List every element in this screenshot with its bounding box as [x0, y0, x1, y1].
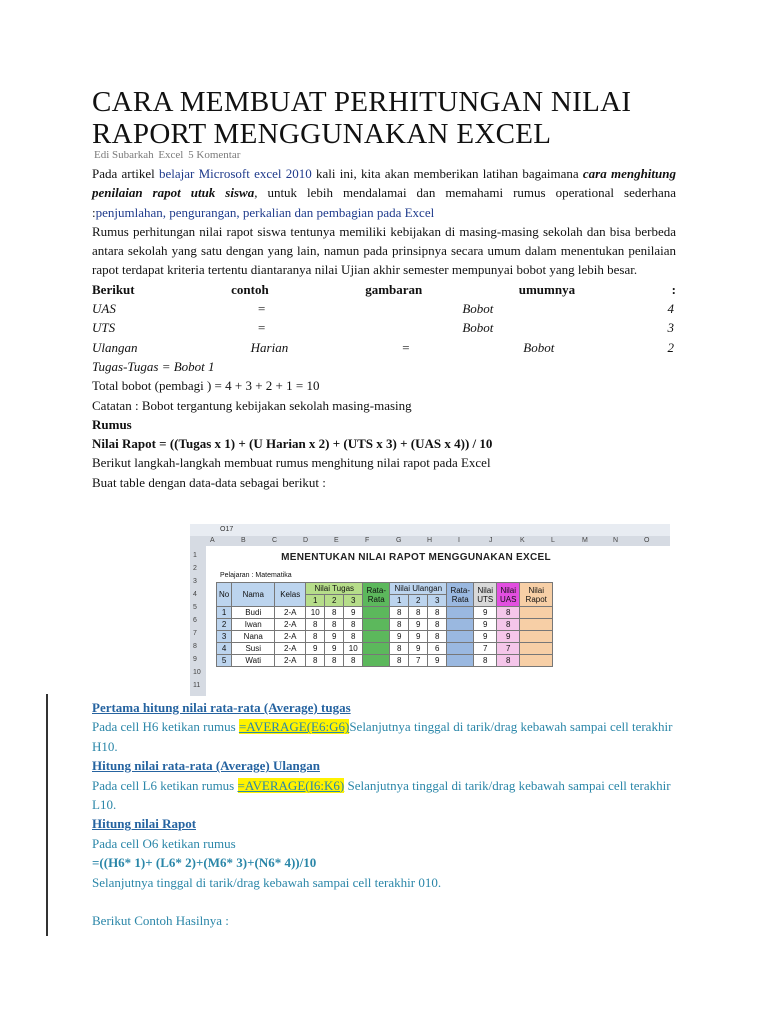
- cell-nama: Budi: [232, 607, 275, 619]
- w-eq: =: [257, 320, 266, 336]
- sheet-title: MENENTUKAN NILAI RAPOT MENGGUNAKAN EXCEL: [281, 552, 551, 563]
- cell-u3: 8: [428, 619, 447, 631]
- steps-line: Berikut langkah-langkah membuat rumus menghitung nilai rapot pada Excel: [92, 455, 491, 471]
- page-title: CARA MEMBUAT PERHITUNGAN NILAI RAPORT MENGGUNAKAN EXCEL: [92, 86, 632, 150]
- row-number: 9: [193, 656, 197, 663]
- cell-kelas: 2-A: [275, 631, 306, 643]
- column-letter: A: [210, 537, 215, 544]
- w-name: UAS: [92, 301, 116, 317]
- cell-calc: [520, 655, 553, 667]
- column-letter: N: [613, 537, 619, 544]
- cell-uts: 9: [474, 619, 497, 631]
- row-number: 11: [193, 682, 201, 689]
- cell-u3: 8: [428, 607, 447, 619]
- weight-uts: [92, 318, 676, 337]
- th-uas: Nilai UAS: [497, 583, 520, 607]
- rumus-formula: Nilai Rapot = ((Tugas x 1) + (U Harian x 2) + (UTS x 3) + (UAS x 4)) / 10: [92, 436, 493, 452]
- column-letter: O: [644, 537, 650, 544]
- cell-no: 3: [217, 631, 232, 643]
- example-header: [92, 280, 676, 299]
- intro-text-b: kali ini, kita akan memberikan latihan bagaimana: [311, 166, 583, 181]
- margin-change-bar: [46, 694, 48, 936]
- tugas-line: Tugas-Tugas = Bobot 1: [92, 358, 215, 374]
- th-no: No: [217, 583, 232, 607]
- w-name2: Harian: [250, 339, 289, 355]
- step3-heading[interactable]: Hitung nilai Rapot: [92, 816, 197, 832]
- w-eq: =: [257, 301, 266, 317]
- th-t3: 3: [344, 595, 363, 607]
- intro-link-excel[interactable]: belajar Microsoft excel 2010: [158, 166, 312, 181]
- step2-formula: =AVERAGE(I6:K6): [237, 777, 345, 793]
- intro-text-a: Pada artikel: [92, 166, 159, 181]
- grade-table: [216, 582, 553, 667]
- article-body: [92, 164, 676, 492]
- column-letter: H: [427, 537, 433, 544]
- cell-t1: 8: [306, 631, 325, 643]
- eh-1: contoh: [231, 281, 269, 297]
- w-name: UTS: [92, 320, 116, 336]
- w-value: 3: [667, 320, 674, 336]
- cell-kelas: 2-A: [275, 619, 306, 631]
- th-nama: Nama: [232, 583, 275, 607]
- column-headers: [190, 536, 670, 546]
- cell-calc: [363, 619, 390, 631]
- cell-uas: 7: [497, 643, 520, 655]
- spacer: [92, 892, 676, 911]
- cell-u1: 8: [390, 607, 409, 619]
- w-label: Bobot: [462, 301, 494, 317]
- cell-no: 4: [217, 643, 232, 655]
- intro-text-c: , untuk lebih mendalamai dan memahami rumus operational sederhana :: [92, 185, 676, 220]
- w-label: Bobot: [462, 320, 494, 336]
- meta-category[interactable]: Excel: [158, 149, 184, 161]
- cell-u2: 9: [409, 619, 428, 631]
- cell-uts: 8: [474, 655, 497, 667]
- row-number: 2: [193, 565, 197, 572]
- cell-u2: 8: [409, 607, 428, 619]
- th-uts: Nilai UTS: [474, 583, 497, 607]
- th-rata-tugas: Rata-Rata: [363, 583, 390, 607]
- cell-t3: 10: [344, 643, 363, 655]
- step2-text: [92, 776, 676, 815]
- cell-kelas: 2-A: [275, 655, 306, 667]
- cell-no: 5: [217, 655, 232, 667]
- intro-italic: cara menghitung penilaian rapot utuk siswa: [92, 166, 676, 201]
- w-name: Ulangan: [92, 339, 138, 355]
- cell-nama: Nana: [232, 631, 275, 643]
- row-number: 4: [193, 591, 197, 598]
- th-u2: 2: [409, 595, 428, 607]
- weight-uas: [92, 299, 676, 318]
- th-u3: 3: [428, 595, 447, 607]
- step2-heading[interactable]: Hitung nilai rata-rata (Average) Ulangan: [92, 758, 320, 774]
- name-box: O17: [220, 526, 234, 533]
- eh-0: Berikut: [92, 281, 135, 297]
- th-u1: 1: [390, 595, 409, 607]
- sheet-grid: [206, 546, 670, 696]
- cell-calc: [363, 607, 390, 619]
- cell-no: 2: [217, 619, 232, 631]
- column-letter: F: [365, 537, 370, 544]
- table-row: [217, 607, 553, 619]
- cell-calc: [520, 607, 553, 619]
- cell-t3: 8: [344, 631, 363, 643]
- step3-formula: =((H6* 1)+ (L6* 2)+(M6* 3)+(N6* 4))/10: [92, 855, 317, 871]
- row-number: 5: [193, 604, 197, 611]
- meta-comments[interactable]: 5 Komentar: [188, 149, 241, 161]
- cell-calc: [447, 607, 474, 619]
- cell-uas: 8: [497, 607, 520, 619]
- sheet-subject: Pelajaran : Matematika: [220, 572, 292, 579]
- cell-t2: 9: [325, 643, 344, 655]
- cell-calc: [447, 631, 474, 643]
- th-ulangan: Nilai Ulangan: [390, 583, 447, 595]
- step1-a: Pada cell H6 ketikan rumus: [92, 719, 239, 735]
- cell-t1: 9: [306, 643, 325, 655]
- cell-kelas: 2-A: [275, 607, 306, 619]
- column-letter: D: [303, 537, 309, 544]
- instructions: [92, 698, 676, 930]
- cell-uts: 7: [474, 643, 497, 655]
- table-row: [217, 655, 553, 667]
- th-kelas: Kelas: [275, 583, 306, 607]
- cell-u3: 9: [428, 655, 447, 667]
- table-row: [217, 619, 553, 631]
- step2-a: Pada cell L6 ketikan rumus: [92, 777, 238, 793]
- column-letter: G: [396, 537, 402, 544]
- cell-u1: 8: [390, 655, 409, 667]
- cell-u3: 8: [428, 631, 447, 643]
- eh-3: umumnya: [518, 281, 576, 297]
- row-number: 6: [193, 617, 197, 624]
- total-line: Total bobot (pembagi ) = 4 + 3 + 2 + 1 = 10: [92, 378, 320, 394]
- step2-b: Selanjutnya tinggal di tarik/drag kebawah sampai cell terakhir L10.: [92, 777, 671, 813]
- row-number: 1: [193, 552, 197, 559]
- cell-calc: [363, 631, 390, 643]
- cell-t1: 8: [306, 655, 325, 667]
- w-value: 4: [667, 301, 674, 317]
- row-number: 10: [193, 669, 201, 676]
- rumus-label: Rumus: [92, 416, 132, 432]
- intro-paragraph: [92, 164, 676, 222]
- cell-t1: 10: [306, 607, 325, 619]
- step1-text: [92, 717, 676, 756]
- cell-nama: Susi: [232, 643, 275, 655]
- eh-2: gambaran: [365, 281, 423, 297]
- excel-sheet: [190, 524, 670, 696]
- catatan-line: Catatan : Bobot tergantung kebijakan sekolah masing-masing: [92, 397, 412, 413]
- meta-author[interactable]: Edi Subarkah: [94, 149, 154, 161]
- step3-b: Selanjutnya tinggal di tarik/drag kebawah sampai cell terakhir 010.: [92, 874, 442, 890]
- result-line: Berikut Contoh Hasilnya :: [92, 913, 229, 929]
- th-t2: 2: [325, 595, 344, 607]
- cell-t3: 9: [344, 607, 363, 619]
- post-meta: [92, 149, 240, 161]
- th-rata-ulangan: Rata-Rata: [447, 583, 474, 607]
- cell-u2: 9: [409, 631, 428, 643]
- w-value: 2: [667, 339, 674, 355]
- cell-u1: 8: [390, 643, 409, 655]
- cell-calc: [520, 619, 553, 631]
- table-line: Buat table dengan data-data sebagai berikut :: [92, 474, 326, 490]
- rumus-paragraph: Rumus perhitungan nilai rapot siswa tentunya memiliki kebijakan di masing-masing sekolah dan bisa berbeda antara sekolah yang satu dengan yang lain, namun pada prinsipnya secara umum dalam menentukan penilaian rapot terdapat kriteria tertentu diantaranya nilai Ujian akhir semester mempunyai bobot yang lebih besar.: [92, 223, 676, 278]
- weight-ulangan: [92, 338, 676, 357]
- spreadsheet-image: [190, 524, 670, 696]
- cell-u3: 6: [428, 643, 447, 655]
- cell-t3: 8: [344, 619, 363, 631]
- cell-uas: 8: [497, 655, 520, 667]
- column-letter: E: [334, 537, 339, 544]
- cell-uas: 8: [497, 619, 520, 631]
- cell-calc: [447, 643, 474, 655]
- eh-4: :: [671, 281, 676, 297]
- th-t1: 1: [306, 595, 325, 607]
- cell-t2: 9: [325, 631, 344, 643]
- cell-no: 1: [217, 607, 232, 619]
- row-headers: [190, 546, 206, 696]
- cell-nama: Wati: [232, 655, 275, 667]
- table-row: [217, 643, 553, 655]
- cell-uas: 9: [497, 631, 520, 643]
- column-letter: I: [458, 537, 460, 544]
- cell-calc: [520, 631, 553, 643]
- step3-a: Pada cell O6 ketikan rumus: [92, 835, 236, 851]
- intro-link-operations[interactable]: penjumlahan, pengurangan, perkalian dan pembagian pada Excel: [95, 204, 435, 220]
- cell-calc: [447, 655, 474, 667]
- column-letter: C: [272, 537, 278, 544]
- column-letter: M: [582, 537, 588, 544]
- cell-uts: 9: [474, 631, 497, 643]
- cell-u2: 9: [409, 643, 428, 655]
- cell-u1: 9: [390, 631, 409, 643]
- cell-t3: 8: [344, 655, 363, 667]
- w-eq: =: [401, 339, 411, 355]
- cell-t2: 8: [325, 607, 344, 619]
- row-number: 7: [193, 630, 197, 637]
- cell-u2: 7: [409, 655, 428, 667]
- cell-calc: [447, 619, 474, 631]
- cell-t1: 8: [306, 619, 325, 631]
- cell-calc: [363, 655, 390, 667]
- column-letter: L: [551, 537, 555, 544]
- step1-formula: =AVERAGE(E6:G6): [238, 719, 350, 735]
- cell-kelas: 2-A: [275, 643, 306, 655]
- row-number: 3: [193, 578, 197, 585]
- table-row: [217, 631, 553, 643]
- step1-heading[interactable]: Pertama hitung nilai rata-rata (Average) tugas: [92, 700, 351, 715]
- cell-uts: 9: [474, 607, 497, 619]
- th-rapot: Nilai Rapot: [520, 583, 553, 607]
- cell-calc: [363, 643, 390, 655]
- column-letter: B: [241, 537, 246, 544]
- row-number: 8: [193, 643, 197, 650]
- th-tugas: Nilai Tugas: [306, 583, 363, 595]
- cell-t2: 8: [325, 619, 344, 631]
- cell-calc: [520, 643, 553, 655]
- column-letter: J: [489, 537, 493, 544]
- cell-u1: 8: [390, 619, 409, 631]
- w-label: Bobot: [523, 339, 555, 355]
- column-letter: K: [520, 537, 525, 544]
- cell-nama: Iwan: [232, 619, 275, 631]
- step1-b: Selanjutnya tinggal di tarik/drag kebawah sampai cell terakhir H10.: [92, 719, 673, 754]
- cell-t2: 8: [325, 655, 344, 667]
